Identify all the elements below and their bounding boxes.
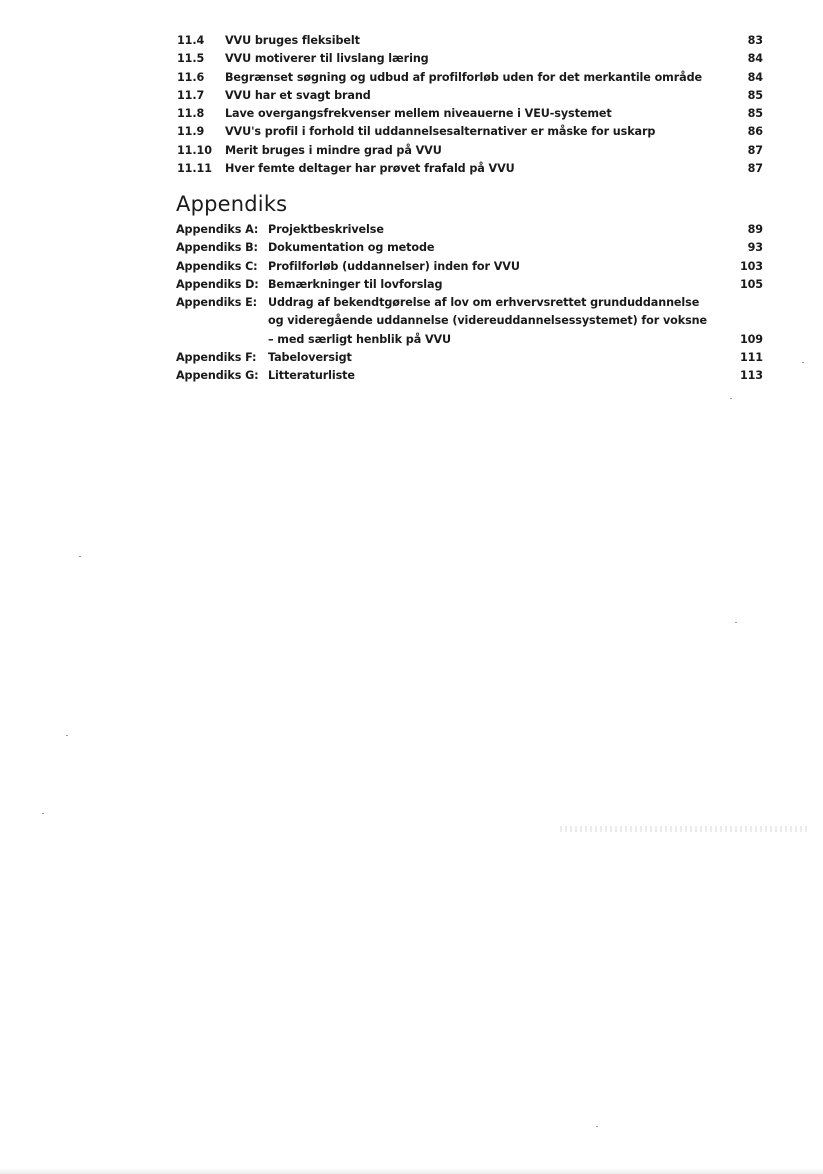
toc-entry-number: 11.8 <box>177 107 205 121</box>
appendix-title <box>268 221 723 239</box>
toc-entry-number: 11.9 <box>177 125 205 139</box>
appendix-title-line: Bemærkninger til lovforslag <box>268 277 443 291</box>
appendix-entry[interactable] <box>176 239 763 257</box>
toc-entry[interactable] <box>177 71 763 89</box>
scan-speck <box>79 556 81 557</box>
toc-entry-number: 11.7 <box>177 88 205 102</box>
appendix-page: 103 <box>739 259 763 273</box>
toc-entry-page: 85 <box>747 107 763 121</box>
appendix-page: 93 <box>747 241 763 255</box>
appendix-label: Appendiks G: <box>176 369 259 383</box>
scan-speck <box>596 1126 598 1127</box>
appendix-page: 113 <box>739 369 763 383</box>
toc-entry-page: 87 <box>747 143 763 157</box>
appendix-label: Appendiks B: <box>176 241 258 255</box>
scan-speck <box>730 398 732 399</box>
appendix-page: 109 <box>739 332 763 346</box>
appendix-title <box>268 276 723 294</box>
appendix-title-line: – med særligt henblik på VVU <box>268 332 452 346</box>
appendix-entry[interactable] <box>176 276 763 294</box>
appendix-title <box>268 349 723 367</box>
appendix-title-line: Dokumentation og metode <box>268 241 435 255</box>
appendix-entry[interactable] <box>176 367 763 385</box>
appendix-title-line: Litteraturliste <box>268 369 355 383</box>
appendix-page: 89 <box>747 223 763 236</box>
toc-entry-page: 86 <box>747 125 763 139</box>
toc-entry[interactable] <box>177 162 763 180</box>
appendix-entry[interactable] <box>176 221 763 239</box>
scan-speck <box>802 362 804 363</box>
toc-entry-number: 11.6 <box>177 70 205 84</box>
appendix-entry[interactable] <box>176 349 763 367</box>
appendix-label: Appendiks E: <box>176 296 257 310</box>
appendix-entry[interactable] <box>176 294 763 349</box>
scan-artifact-line <box>560 826 810 832</box>
toc-entry-title: VVU's profil i forhold til uddannelsesalternativer er måske for uskarp <box>225 125 656 139</box>
scan-speck <box>42 813 44 814</box>
toc-entry-title: VVU har et svagt brand <box>225 88 371 102</box>
appendix-label: Appendiks D: <box>176 277 259 291</box>
appendix-title-line: Tabeloversigt <box>268 351 352 365</box>
appendix-list <box>176 221 763 386</box>
toc-entry-title: VVU motiverer til livslang læring <box>225 52 429 66</box>
appendix-title-line: og videregående uddannelse (videreuddannelsessystemet) for voksne <box>268 314 708 328</box>
toc-entry-page: 85 <box>747 88 763 102</box>
appendix-title-line: Profilforløb (uddannelser) inden for VVU <box>268 259 520 273</box>
toc-entry[interactable] <box>177 34 763 52</box>
toc-entry-title: Merit bruges i mindre grad på VVU <box>225 143 442 157</box>
toc-entry-number: 11.5 <box>177 52 205 66</box>
toc-chapter-11-list <box>177 34 763 180</box>
toc-entry-title: VVU bruges fleksibelt <box>225 34 360 47</box>
appendix-label: Appendiks F: <box>176 351 257 365</box>
scan-bottom-edge <box>0 1168 823 1174</box>
appendix-entry[interactable] <box>176 258 763 276</box>
appendix-title-line: Projektbeskrivelse <box>268 223 384 236</box>
appendix-label: Appendiks A: <box>176 223 259 236</box>
appendix-title <box>268 294 723 349</box>
toc-entry-title: Lave overgangsfrekvenser mellem niveauerne i VEU-systemet <box>225 107 612 121</box>
appendix-label: Appendiks C: <box>176 259 258 273</box>
toc-entry-number: 11.4 <box>177 34 205 47</box>
toc-entry[interactable] <box>177 144 763 162</box>
toc-entry-title: Begrænset søgning og udbud af profilforløb uden for det merkantile område <box>225 70 702 84</box>
scan-speck <box>66 735 68 736</box>
toc-entry-title: Hver femte deltager har prøvet frafald på VVU <box>225 162 515 176</box>
toc-entry[interactable] <box>177 125 763 143</box>
appendix-title <box>268 367 723 385</box>
toc-entry-number: 11.10 <box>177 143 212 157</box>
toc-entry[interactable] <box>177 107 763 125</box>
toc-entry-page: 83 <box>747 34 763 47</box>
scan-speck <box>735 622 737 623</box>
toc-entry[interactable] <box>177 52 763 70</box>
appendix-title-line: Uddrag af bekendtgørelse af lov om erhvervsrettet grunduddannelse <box>268 296 700 310</box>
appendix-page: 111 <box>739 351 763 365</box>
toc-entry-page: 84 <box>747 70 763 84</box>
appendix-page: 105 <box>739 277 763 291</box>
appendix-heading: Appendiks <box>176 192 288 216</box>
toc-entry-page: 84 <box>747 52 763 66</box>
toc-entry-number: 11.11 <box>177 162 212 176</box>
appendix-title <box>268 239 723 257</box>
appendix-title <box>268 258 723 276</box>
toc-entry-page: 87 <box>747 162 763 176</box>
toc-entry[interactable] <box>177 89 763 107</box>
